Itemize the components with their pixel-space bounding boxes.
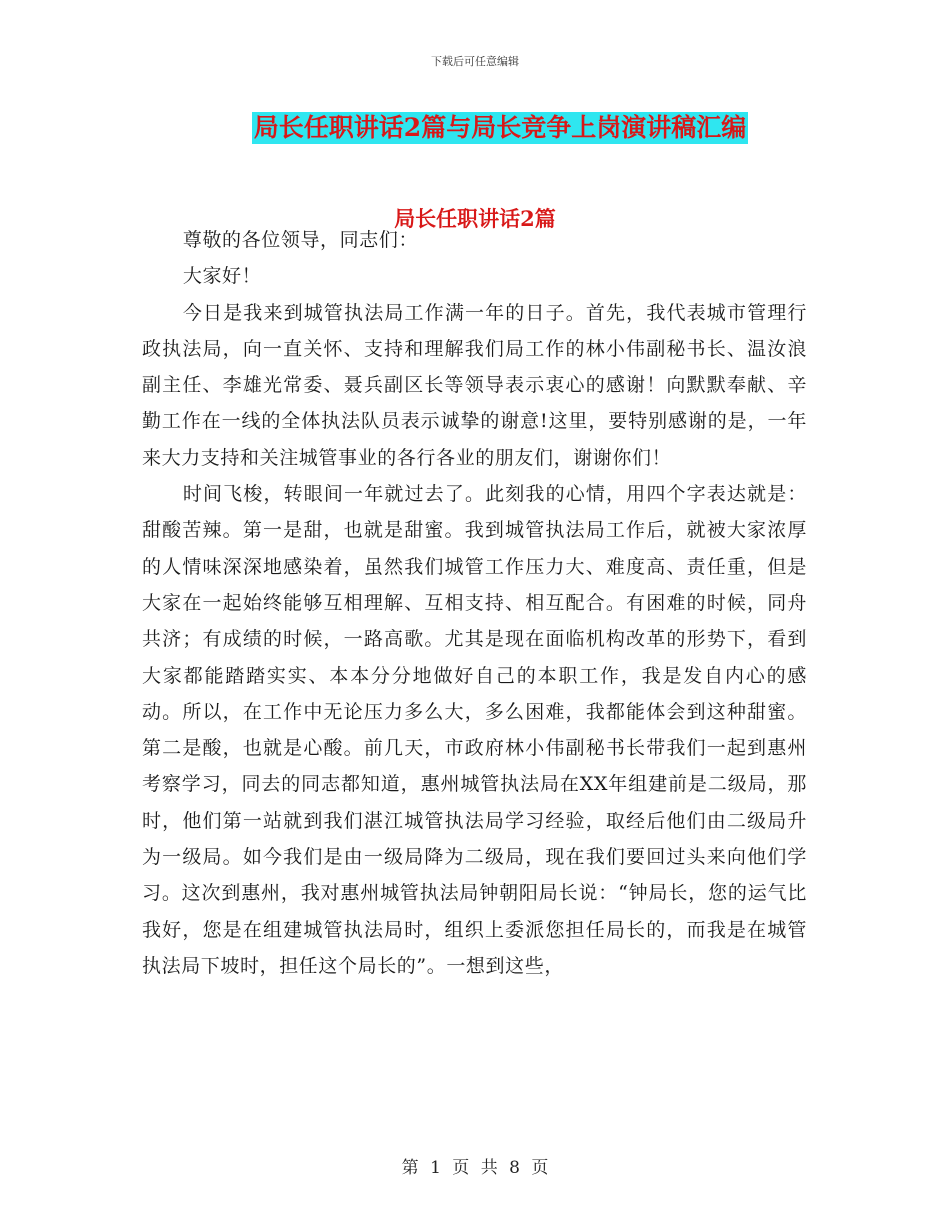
main-title-wrap xyxy=(0,112,950,144)
section-title: 局长任职讲话2篇 xyxy=(394,206,556,231)
header-note: 下载后可任意编辑 xyxy=(431,55,519,68)
page-indicator: 第 1 页 共 8 页 xyxy=(401,1158,549,1178)
paragraph-greeting: 大家好！ xyxy=(182,265,262,288)
document-body xyxy=(142,222,807,984)
main-title: 局长任职讲话2篇与局长竞争上岗演讲稿汇编 xyxy=(253,113,747,142)
paragraph-thanks: 今日是我来到城管执法局工作满一年的日子。首先，我代表城市管理行政执法局，向一直关怀、支持和理解我们局工作的林小伟副秘书长、温汝浪副主任、李雄光常委、聂兵副区长等领导表示衷心的感谢！向默默奉献、辛勤工作在一线的全体执法队员表示诚挚的谢意!这里，要特别感谢的是，一年来大力支持和关注城管事业的各行各业的朋友们，谢谢你们！ xyxy=(142,301,807,469)
paragraph-salutation: 尊敬的各位领导，同志们： xyxy=(182,229,419,251)
paragraph-reflection: 时间飞梭，转眼间一年就过去了。此刻我的心情，用四个字表达就是：甜酸苦辣。第一是甜，也就是甜蜜。我到城管执法局工作后，就被大家浓厚的人情味深深地感染着，虽然我们城管工作压力大、难度高、责任重，但是大家在一起始终能够互相理解、互相支持、相互配合。有困难的时候，同舟共济；有成绩的时候，一路高歌。尤其是现在面临机构改革的形势下，看到大家都能踏踏实实、本本分分地做好自己的本职工作，我是发自内心的感动。所以，在工作中无论压力多么大，多么困难，我都能体会到这种甜蜜。第二是酸，也就是心酸。前几天，市政府林小伟副秘书长带我们一起到惠州考察学习，同去的同志都知道，惠州城管执法局在XX年组建前是二级局，那时，他们第一站就到我们湛江城管执法局学习经验，取经后他们由二级局升为一级局。如今我们是由一级局降为二级局，现在我们要回过头来向他们学习。这次到惠州，我对惠州城管执法局钟朝阳局长说：“钟局长，您的运气比我好，您是在组建城管执法局时，组织上委派您担任局长的，而我是在城管执法局下坡时，担任这个局长的”。一想到这些， xyxy=(142,483,807,977)
